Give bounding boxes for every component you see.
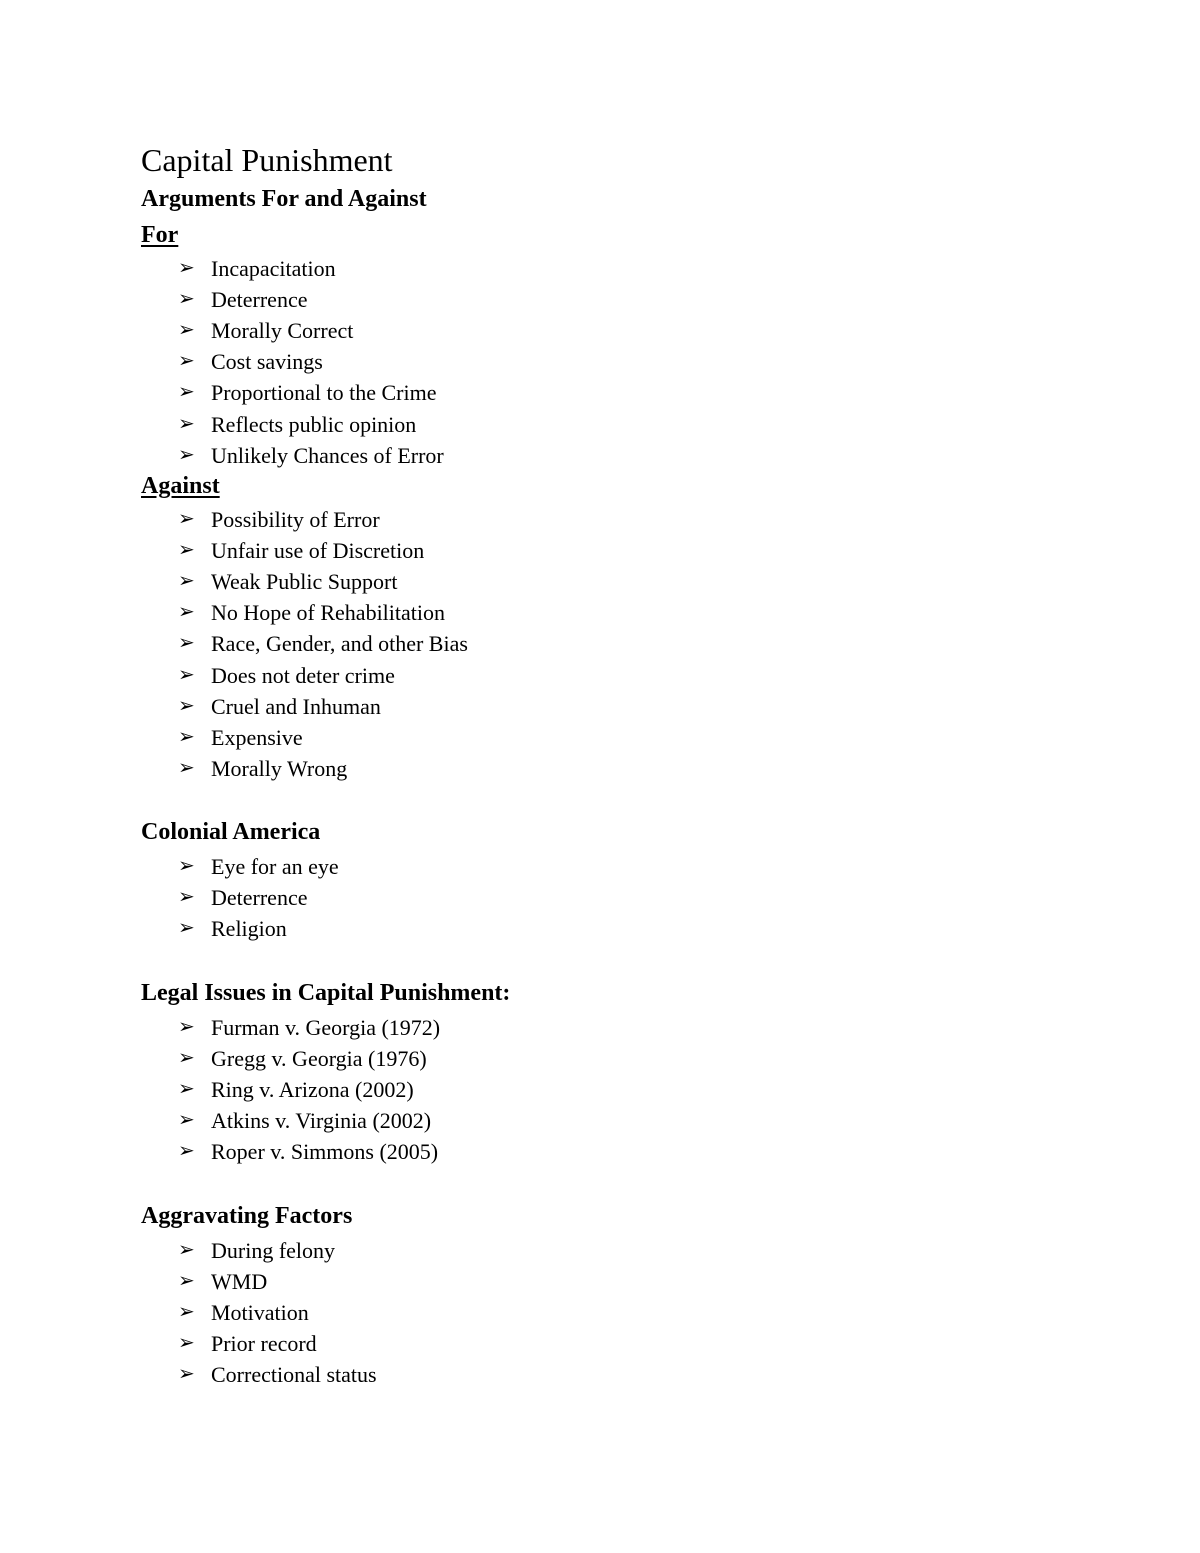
list-item: ➢ Unlikely Chances of Error <box>178 440 444 471</box>
list-colonial-america <box>178 851 339 944</box>
list-item: ➢ Race, Gender, and other Bias <box>178 628 468 659</box>
arrowhead-bullet-icon: ➢ <box>178 756 195 779</box>
arrowhead-bullet-icon: ➢ <box>178 1047 195 1070</box>
list-item: ➢ Cost savings <box>178 346 444 377</box>
arrowhead-bullet-icon: ➢ <box>178 1109 195 1132</box>
arrowhead-bullet-icon: ➢ <box>178 443 195 466</box>
arrowhead-bullet-icon: ➢ <box>178 663 195 686</box>
arrowhead-bullet-icon: ➢ <box>178 319 195 342</box>
section-heading-legal-issues: Legal Issues in Capital Punishment: <box>141 980 511 1006</box>
list-item: ➢ Ring v. Arizona (2002) <box>178 1074 440 1105</box>
list-aggravating-factors <box>178 1235 377 1390</box>
list-item: ➢ Correctional status <box>178 1359 377 1390</box>
list-item: ➢ Proportional to the Crime <box>178 377 444 408</box>
list-item: ➢ Furman v. Georgia (1972) <box>178 1012 440 1043</box>
list-item: ➢ During felony <box>178 1235 377 1266</box>
list-item: ➢ No Hope of Rehabilitation <box>178 597 468 628</box>
arrowhead-bullet-icon: ➢ <box>178 257 195 280</box>
arrowhead-bullet-icon: ➢ <box>178 570 195 593</box>
list-item: ➢ Morally Wrong <box>178 753 468 784</box>
list-legal-issues <box>178 1012 440 1167</box>
arrowhead-bullet-icon: ➢ <box>178 1332 195 1355</box>
list-item: ➢ Religion <box>178 913 339 944</box>
arrowhead-bullet-icon: ➢ <box>178 917 195 940</box>
list-against <box>178 504 468 784</box>
arrowhead-bullet-icon: ➢ <box>178 508 195 531</box>
section-heading-colonial-america: Colonial America <box>141 819 321 845</box>
arrowhead-bullet-icon: ➢ <box>178 1363 195 1386</box>
page-subtitle: Arguments For and Against <box>141 186 427 212</box>
arrowhead-bullet-icon: ➢ <box>178 1016 195 1039</box>
list-item: ➢ Deterrence <box>178 284 444 315</box>
arrowhead-bullet-icon: ➢ <box>178 632 195 655</box>
list-item: ➢ Gregg v. Georgia (1976) <box>178 1043 440 1074</box>
list-item: ➢ Incapacitation <box>178 253 444 284</box>
arrowhead-bullet-icon: ➢ <box>178 886 195 909</box>
arrowhead-bullet-icon: ➢ <box>178 350 195 373</box>
list-item: ➢ Morally Correct <box>178 315 444 346</box>
arrowhead-bullet-icon: ➢ <box>178 1270 195 1293</box>
arrowhead-bullet-icon: ➢ <box>178 725 195 748</box>
arrowhead-bullet-icon: ➢ <box>178 1078 195 1101</box>
list-item: ➢ Does not deter crime <box>178 659 468 690</box>
arrowhead-bullet-icon: ➢ <box>178 694 195 717</box>
section-heading-for: For <box>141 222 179 248</box>
page-title: Capital Punishment <box>141 142 393 178</box>
list-item: ➢ Atkins v. Virginia (2002) <box>178 1105 440 1136</box>
list-item: ➢ Motivation <box>178 1297 377 1328</box>
list-item: ➢ WMD <box>178 1266 377 1297</box>
arrowhead-bullet-icon: ➢ <box>178 1140 195 1163</box>
list-item: ➢ Roper v. Simmons (2005) <box>178 1136 440 1167</box>
arrowhead-bullet-icon: ➢ <box>178 381 195 404</box>
arrowhead-bullet-icon: ➢ <box>178 412 195 435</box>
list-item: ➢ Prior record <box>178 1328 377 1359</box>
arrowhead-bullet-icon: ➢ <box>178 601 195 624</box>
list-item: ➢ Weak Public Support <box>178 566 468 597</box>
arrowhead-bullet-icon: ➢ <box>178 1239 195 1262</box>
arrowhead-bullet-icon: ➢ <box>178 539 195 562</box>
arrowhead-bullet-icon: ➢ <box>178 1301 195 1324</box>
list-for <box>178 253 444 471</box>
list-item: ➢ Reflects public opinion <box>178 408 444 439</box>
list-item: ➢ Eye for an eye <box>178 851 339 882</box>
list-item: ➢ Possibility of Error <box>178 504 468 535</box>
section-heading-against: Against <box>141 473 220 499</box>
list-item: ➢ Expensive <box>178 722 468 753</box>
list-item: ➢ Unfair use of Discretion <box>178 535 468 566</box>
arrowhead-bullet-icon: ➢ <box>178 288 195 311</box>
arrowhead-bullet-icon: ➢ <box>178 855 195 878</box>
section-heading-aggravating-factors: Aggravating Factors <box>141 1203 353 1229</box>
list-item: ➢ Deterrence <box>178 882 339 913</box>
list-item: ➢ Cruel and Inhuman <box>178 691 468 722</box>
